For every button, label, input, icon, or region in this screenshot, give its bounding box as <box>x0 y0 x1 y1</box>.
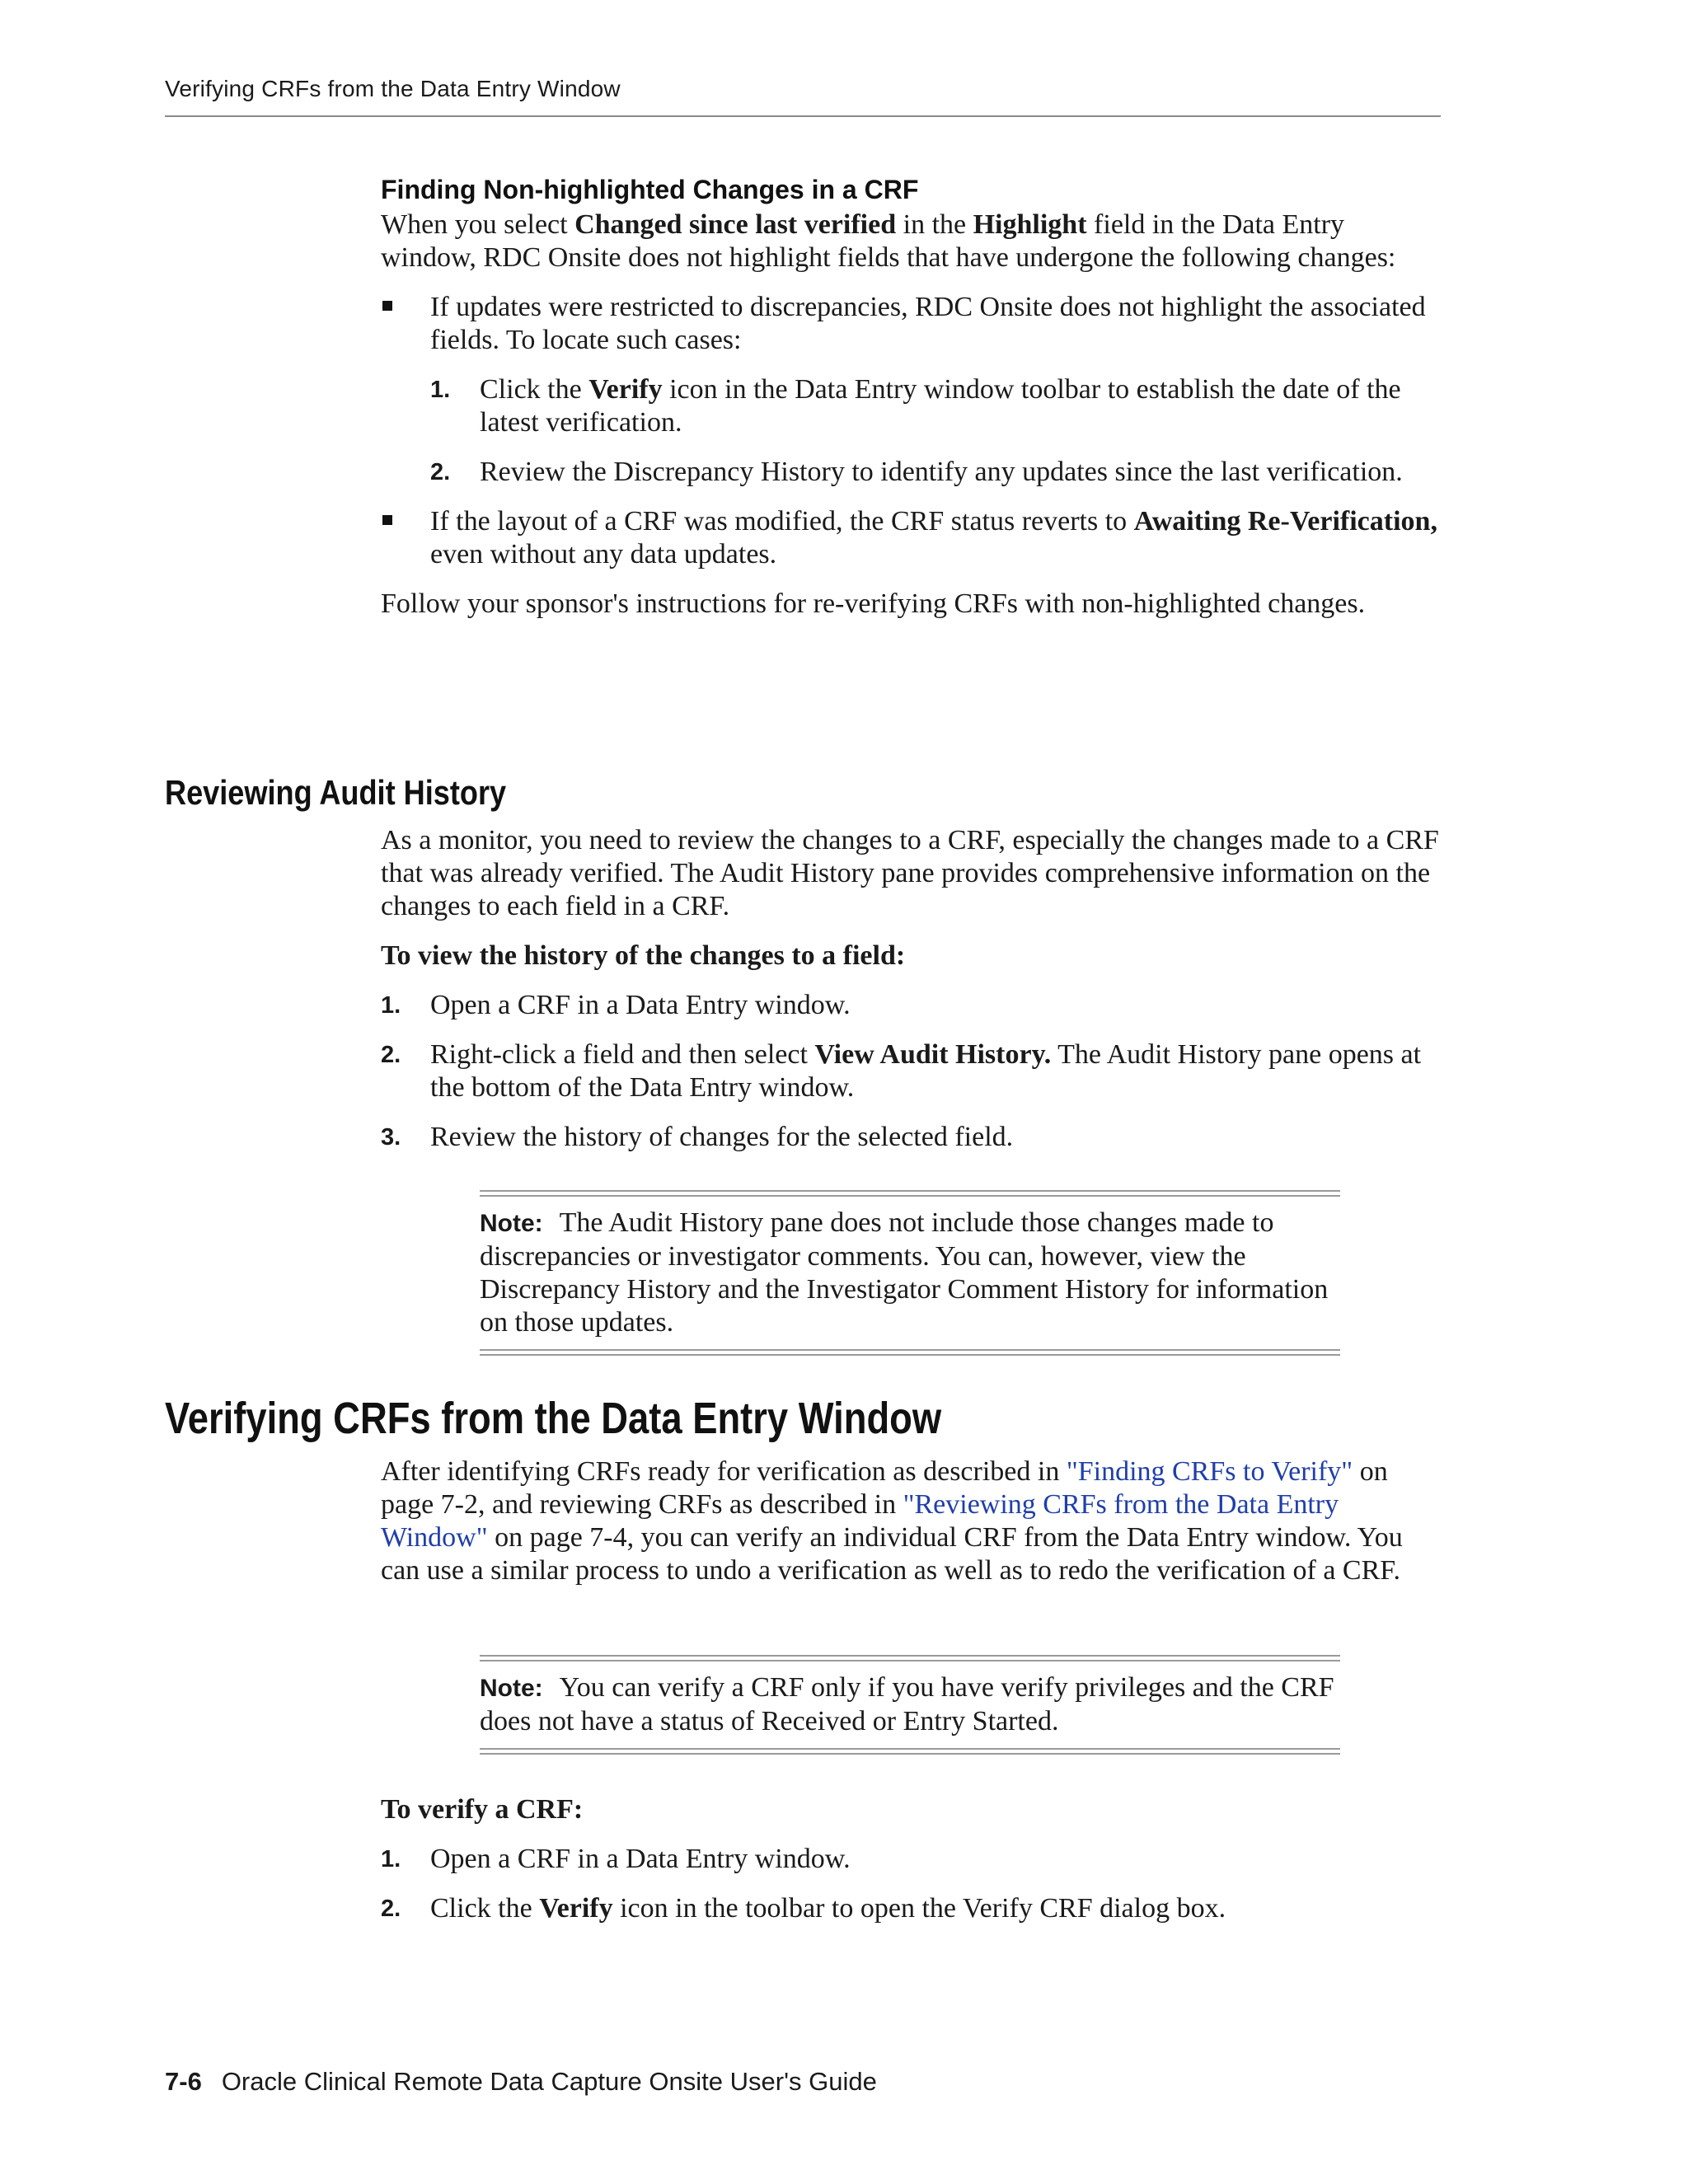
text-run: After identifying CRFs ready for verification as described in <box>381 1456 1067 1487</box>
note-top-rule <box>480 1190 1340 1197</box>
step-text: Open a CRF in a Data Entry window. <box>430 1844 851 1874</box>
page-footer <box>165 2067 877 2097</box>
square-bullet-icon <box>382 515 392 525</box>
section-heading-verify: Verifying CRFs from the Data Entry Window <box>165 1394 942 1443</box>
intro-paragraph <box>381 1455 1441 1587</box>
ui-term: Changed since last verified <box>574 209 897 240</box>
section-verify <box>381 1455 1441 1587</box>
text-run: Click the <box>430 1893 540 1924</box>
header-rule <box>165 115 1441 117</box>
note-paragraph <box>480 1671 1340 1738</box>
step-item <box>430 456 1441 489</box>
step-item <box>381 1843 1441 1876</box>
step-number: 2. <box>381 1042 401 1068</box>
section-nonhighlighted <box>381 175 1441 621</box>
step-item <box>381 989 1441 1022</box>
step-item <box>381 1892 1441 1925</box>
bullet-list <box>381 291 1441 571</box>
menu-command: View Audit History. <box>814 1039 1052 1070</box>
step-number: 2. <box>381 1896 401 1922</box>
text-run: icon in the toolbar to open the Verify CRF dialog box. <box>612 1893 1226 1924</box>
square-bullet-icon <box>382 301 392 311</box>
step-number: 1. <box>430 377 451 403</box>
status-term: Awaiting Re-Verification, <box>1133 506 1437 537</box>
text-run: Click the <box>480 374 589 405</box>
text-run: Right-click a field and then select <box>430 1039 815 1070</box>
note-box-verify <box>480 1655 1340 1755</box>
step-number: 2. <box>430 459 451 485</box>
closing-paragraph: Follow your sponsor's instructions for re-verifying CRFs with non-highlighted changes. <box>381 588 1366 619</box>
running-header: Verifying CRFs from the Data Entry Window <box>165 76 621 101</box>
text-run: If the layout of a CRF was modified, the CRF status reverts to <box>430 506 1134 537</box>
bullet-item <box>381 505 1441 571</box>
step-text: Review the history of changes for the selected field. <box>430 1122 1014 1152</box>
step-text: Review the Discrepancy History to identify any updates since the last verification. <box>480 457 1403 487</box>
link-reviewing-crfs[interactable]: "Reviewing CRFs from the Data Entry Window" <box>381 1489 1339 1553</box>
text-run: even without any data updates. <box>430 539 777 569</box>
step-text: Open a CRF in a Data Entry window. <box>430 990 851 1020</box>
nested-steps <box>430 373 1441 489</box>
procedure-title <box>381 1793 1441 1826</box>
section-audit <box>381 824 1441 1170</box>
text-run: When you select <box>381 209 575 240</box>
note-body <box>480 1661 1340 1748</box>
page-number: 7-6 <box>165 2067 202 2096</box>
step-number: 1. <box>381 992 401 1019</box>
step-item <box>381 1121 1441 1154</box>
note-bottom-rule <box>480 1748 1340 1755</box>
procedure-steps <box>381 989 1441 1154</box>
ui-term: Verify <box>539 1893 613 1924</box>
text-run: in the <box>896 209 973 240</box>
procedure-title-text: To verify a CRF: <box>381 1794 584 1825</box>
intro-paragraph: As a monitor, you need to review the changes to a CRF, especially the changes made to a CRF that was already verified. The Audit History pane provides comprehensive information on the changes to each field in a CRF. <box>381 825 1439 921</box>
section-heading-audit: Reviewing Audit History <box>165 773 507 812</box>
book-title: Oracle Clinical Remote Data Capture Onsite User's Guide <box>221 2067 877 2096</box>
note-text: The Audit History pane does not include those changes made to discrepancies or investigator comments. You can, however, view the Discrepancy History and the Investigator Comment History for information on those updates. <box>480 1207 1329 1338</box>
step-number: 3. <box>381 1124 401 1151</box>
ui-term: Highlight <box>973 209 1087 240</box>
note-label: Note: <box>480 1210 543 1237</box>
text-run: on page 7-2, and reviewing CRFs as described in <box>381 1456 1388 1520</box>
ui-term: Verify <box>588 374 663 405</box>
bullet-item <box>381 291 1441 489</box>
verify-procedure <box>381 1793 1441 1942</box>
text-run: The Audit History pane opens at the bottom of the Data Entry window. <box>430 1039 1422 1103</box>
step-number: 1. <box>381 1846 401 1872</box>
step-item <box>381 1038 1441 1104</box>
procedure-title-text: To view the history of the changes to a field: <box>381 940 906 971</box>
link-finding-crfs-to-verify[interactable]: "Finding CRFs to Verify" <box>1066 1456 1353 1487</box>
note-box-audit <box>480 1190 1340 1356</box>
subsection-heading: Finding Non-highlighted Changes in a CRF <box>381 175 919 204</box>
intro-paragraph <box>381 209 1441 274</box>
procedure-title <box>381 940 1441 972</box>
text-run: on page 7-4, you can verify an individual CRF from the Data Entry window. You can use a similar process to undo a verification as well as to redo the verification of a CRF. <box>381 1522 1403 1586</box>
procedure-steps <box>381 1843 1441 1925</box>
step-item <box>430 373 1441 439</box>
note-bottom-rule <box>480 1349 1340 1356</box>
note-label: Note: <box>480 1675 543 1702</box>
bullet-text: If updates were restricted to discrepancies, RDC Onsite does not highlight the associated fields. To locate such cases: <box>430 292 1426 355</box>
note-top-rule <box>480 1655 1340 1661</box>
note-body <box>480 1197 1340 1349</box>
text-run: field in the Data Entry window, RDC Onsite does not highlight fields that have undergone the following changes: <box>381 209 1396 273</box>
note-paragraph <box>480 1207 1340 1339</box>
text-run: icon in the Data Entry window toolbar to establish the date of the latest verification. <box>480 374 1401 438</box>
note-text: You can verify a CRF only if you have verify privileges and the CRF does not have a status of Received or Entry Started. <box>480 1672 1334 1736</box>
